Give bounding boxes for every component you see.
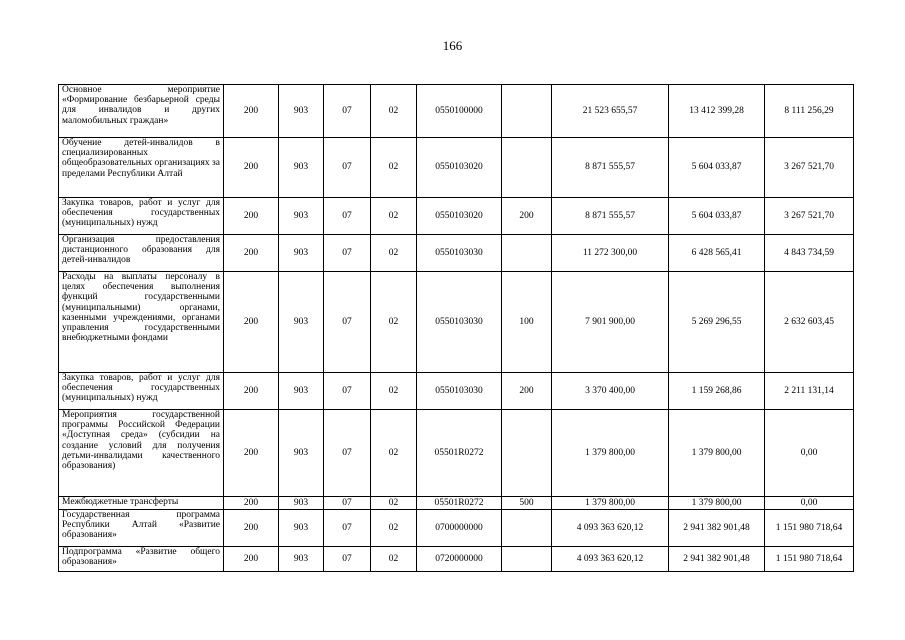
cell-value: 07	[324, 497, 371, 510]
cell-value: 903	[279, 235, 324, 272]
row-name: Мероприятия государственной программы Российской Федерации «Доступная среда» (субсидии на создание условий для получения детьми-инвалидами качественного образования)	[59, 410, 224, 497]
cell-value: 07	[324, 410, 371, 497]
table-row	[59, 547, 854, 572]
cell-value	[502, 410, 552, 497]
cell-value	[502, 510, 552, 547]
table-row	[59, 85, 854, 138]
cell-value: 02	[371, 235, 417, 272]
cell-value: 05501R0272	[417, 497, 502, 510]
cell-amount: 2 211 131,14	[765, 373, 854, 410]
cell-value: 07	[324, 373, 371, 410]
cell-amount: 4 093 363 620,12	[552, 547, 669, 572]
cell-value: 200	[224, 138, 279, 198]
table-row	[59, 410, 854, 497]
cell-value: 02	[371, 198, 417, 235]
cell-amount: 1 151 980 718,64	[765, 510, 854, 547]
cell-amount: 5 269 296,55	[669, 272, 765, 373]
cell-value	[502, 547, 552, 572]
cell-value: 02	[371, 138, 417, 198]
row-name: Расходы на выплаты персоналу в целях обеспечения выполнения функций государственными (муниципальными) органами, казенными учреждениями, органами управления государственными внебюджетными фондами	[59, 272, 224, 373]
cell-amount: 13 412 399,28	[669, 85, 765, 138]
cell-value: 200	[224, 510, 279, 547]
cell-value	[502, 85, 552, 138]
cell-amount: 1 379 800,00	[669, 497, 765, 510]
cell-amount: 1 151 980 718,64	[765, 547, 854, 572]
cell-amount: 5 604 033,87	[669, 198, 765, 235]
cell-amount: 4 843 734,59	[765, 235, 854, 272]
cell-value: 200	[502, 198, 552, 235]
cell-value: 0700000000	[417, 510, 502, 547]
cell-amount: 6 428 565,41	[669, 235, 765, 272]
cell-amount: 2 941 382 901,48	[669, 547, 765, 572]
row-name: Межбюджетные трансферты	[59, 497, 224, 510]
cell-value: 07	[324, 272, 371, 373]
cell-value: 07	[324, 138, 371, 198]
cell-value: 0550103020	[417, 198, 502, 235]
cell-value: 903	[279, 85, 324, 138]
table-row	[59, 198, 854, 235]
cell-value: 903	[279, 497, 324, 510]
cell-value: 07	[324, 235, 371, 272]
cell-amount: 2 632 603,45	[765, 272, 854, 373]
table-row	[59, 235, 854, 272]
cell-value: 02	[371, 547, 417, 572]
cell-value: 02	[371, 410, 417, 497]
cell-value: 200	[224, 547, 279, 572]
cell-amount: 1 159 268,86	[669, 373, 765, 410]
cell-amount: 0,00	[765, 497, 854, 510]
cell-amount: 1 379 800,00	[552, 497, 669, 510]
cell-value: 0550103030	[417, 373, 502, 410]
cell-value: 07	[324, 547, 371, 572]
cell-amount: 1 379 800,00	[669, 410, 765, 497]
row-name: Государственная программа Республики Алтай «Развитие образования»	[59, 510, 224, 547]
cell-value: 500	[502, 497, 552, 510]
cell-value	[502, 138, 552, 198]
cell-amount: 11 272 300,00	[552, 235, 669, 272]
cell-value	[502, 235, 552, 272]
cell-amount: 2 941 382 901,48	[669, 510, 765, 547]
cell-amount: 3 370 400,00	[552, 373, 669, 410]
cell-amount: 4 093 363 620,12	[552, 510, 669, 547]
budget-table	[58, 84, 854, 572]
cell-value: 02	[371, 510, 417, 547]
table-row	[59, 138, 854, 198]
cell-value: 903	[279, 373, 324, 410]
cell-value: 07	[324, 510, 371, 547]
cell-value: 200	[224, 373, 279, 410]
cell-value: 200	[224, 198, 279, 235]
cell-value: 903	[279, 272, 324, 373]
cell-value: 200	[224, 497, 279, 510]
row-name: Закупка товаров, работ и услуг для обеспечения государственных (муниципальных) нужд	[59, 373, 224, 410]
cell-value: 903	[279, 138, 324, 198]
cell-amount: 1 379 800,00	[552, 410, 669, 497]
cell-value: 100	[502, 272, 552, 373]
table-row	[59, 272, 854, 373]
table-row	[59, 510, 854, 547]
cell-value: 0550103030	[417, 272, 502, 373]
cell-amount: 8 111 256,29	[765, 85, 854, 138]
cell-value: 903	[279, 510, 324, 547]
cell-amount: 0,00	[765, 410, 854, 497]
cell-amount: 8 871 555,57	[552, 198, 669, 235]
row-name: Подпрограмма «Развитие общего образования»	[59, 547, 224, 572]
cell-amount: 3 267 521,70	[765, 198, 854, 235]
row-name: Обучение детей-инвалидов в специализированных общеобразовательных организациях за пределами Республики Алтай	[59, 138, 224, 198]
cell-value: 903	[279, 410, 324, 497]
row-name: Закупка товаров, работ и услуг для обеспечения государственных (муниципальных) нужд	[59, 198, 224, 235]
row-name: Основное мероприятие «Формирование безбарьерной среды для инвалидов и других маломобильных граждан»	[59, 85, 224, 138]
cell-value: 903	[279, 547, 324, 572]
cell-value: 07	[324, 198, 371, 235]
cell-value: 02	[371, 272, 417, 373]
cell-value: 02	[371, 85, 417, 138]
cell-value: 02	[371, 373, 417, 410]
cell-value: 200	[224, 85, 279, 138]
cell-value: 0550103030	[417, 235, 502, 272]
cell-value: 05501R0272	[417, 410, 502, 497]
cell-amount: 21 523 655,57	[552, 85, 669, 138]
cell-value: 02	[371, 497, 417, 510]
page-number: 166	[442, 38, 463, 53]
cell-value: 200	[224, 235, 279, 272]
cell-value: 0720000000	[417, 547, 502, 572]
cell-amount: 7 901 900,00	[552, 272, 669, 373]
cell-value: 200	[224, 272, 279, 373]
cell-value: 200	[224, 410, 279, 497]
cell-amount: 5 604 033,87	[669, 138, 765, 198]
table-row	[59, 497, 854, 510]
row-name: Организация предоставления дистанционного образования для детей-инвалидов	[59, 235, 224, 272]
cell-value: 0550103020	[417, 138, 502, 198]
table-row	[59, 373, 854, 410]
cell-value: 903	[279, 198, 324, 235]
cell-value: 07	[324, 85, 371, 138]
cell-value: 0550100000	[417, 85, 502, 138]
cell-amount: 3 267 521,70	[765, 138, 854, 198]
cell-value: 200	[502, 373, 552, 410]
cell-amount: 8 871 555,57	[552, 138, 669, 198]
